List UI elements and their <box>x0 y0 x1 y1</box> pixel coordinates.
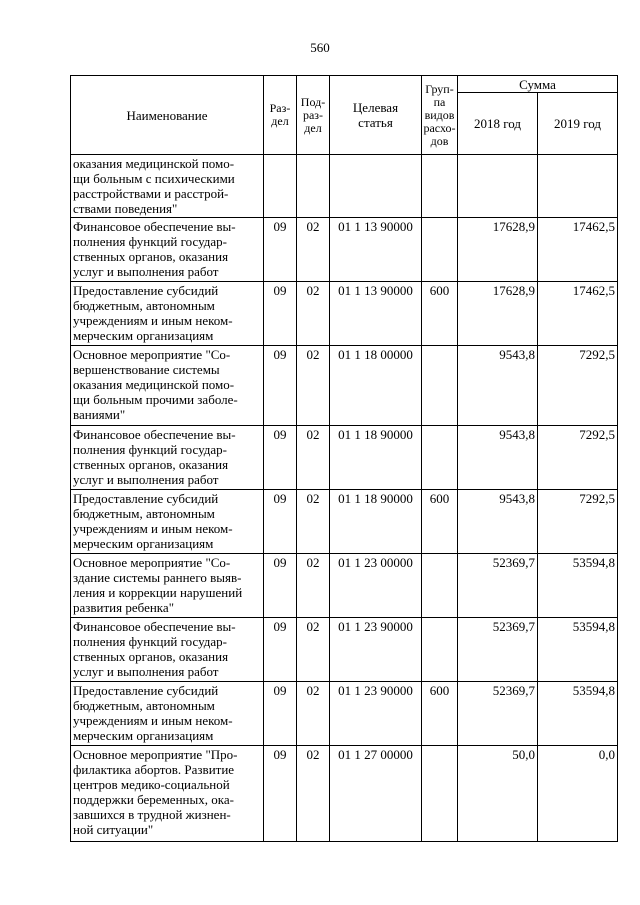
cell-name: Основное мероприятие "Со- вершенствование системы оказания медицинской помо- щи больным прочими заболе- ваниями" <box>71 346 264 426</box>
table-row <box>71 618 618 682</box>
cell-expense-group: 600 <box>422 490 458 554</box>
cell-subsection: 02 <box>297 490 330 554</box>
cell-expense-group: 600 <box>422 682 458 746</box>
cell-sum-2019: 7292,5 <box>538 490 618 554</box>
cell-target-article: 01 1 27 00000 <box>330 746 422 842</box>
table-row <box>71 218 618 282</box>
table-row <box>71 426 618 490</box>
cell-sum-2019: 53594,8 <box>538 554 618 618</box>
cell-target-article: 01 1 13 90000 <box>330 218 422 282</box>
col-header-name: Наименование <box>71 76 264 155</box>
table-row <box>71 282 618 346</box>
cell-expense-group <box>422 746 458 842</box>
cell-sum-2019: 53594,8 <box>538 618 618 682</box>
table-row <box>71 746 618 842</box>
cell-expense-group <box>422 155 458 218</box>
cell-target-article: 01 1 13 90000 <box>330 282 422 346</box>
cell-section: 09 <box>264 490 297 554</box>
cell-section: 09 <box>264 282 297 346</box>
cell-sum-2019: 53594,8 <box>538 682 618 746</box>
cell-target-article: 01 1 23 90000 <box>330 682 422 746</box>
cell-sum-2019 <box>538 155 618 218</box>
cell-subsection: 02 <box>297 746 330 842</box>
cell-section: 09 <box>264 426 297 490</box>
cell-sum-2018: 52369,7 <box>458 554 538 618</box>
table-row <box>71 682 618 746</box>
table-row <box>71 346 618 426</box>
cell-sum-2019: 17462,5 <box>538 218 618 282</box>
col-header-sum: Сумма <box>458 76 618 93</box>
cell-sum-2018: 50,0 <box>458 746 538 842</box>
cell-subsection <box>297 155 330 218</box>
cell-subsection: 02 <box>297 554 330 618</box>
cell-name: Предоставление субсидий бюджетным, автономным учреждениям и иным неком- мерческим организациям <box>71 682 264 746</box>
cell-section: 09 <box>264 218 297 282</box>
cell-subsection: 02 <box>297 346 330 426</box>
cell-expense-group <box>422 346 458 426</box>
cell-sum-2018 <box>458 155 538 218</box>
cell-section: 09 <box>264 682 297 746</box>
cell-target-article: 01 1 23 00000 <box>330 554 422 618</box>
cell-sum-2018: 9543,8 <box>458 490 538 554</box>
cell-sum-2019: 0,0 <box>538 746 618 842</box>
cell-target-article: 01 1 18 90000 <box>330 490 422 554</box>
cell-name: Финансовое обеспечение вы- полнения функций государ- ственных органов, оказания услуг и выполнения работ <box>71 426 264 490</box>
cell-target-article: 01 1 18 90000 <box>330 426 422 490</box>
col-header-subsection: Под- раз- дел <box>297 76 330 155</box>
cell-section <box>264 155 297 218</box>
col-header-target-article: Целевая статья <box>330 76 422 155</box>
cell-section: 09 <box>264 346 297 426</box>
col-header-section: Раз- дел <box>264 76 297 155</box>
cell-subsection: 02 <box>297 426 330 490</box>
cell-name: Предоставление субсидий бюджетным, автономным учреждениям и иным неком- мерческим организациям <box>71 282 264 346</box>
cell-subsection: 02 <box>297 682 330 746</box>
cell-name: Основное мероприятие "Про- филактика абортов. Развитие центров медико-социальной поддержки беременных, ока- завшихся в трудной жизнен- ной ситуации" <box>71 746 264 842</box>
cell-target-article <box>330 155 422 218</box>
cell-subsection: 02 <box>297 618 330 682</box>
page-number: 560 <box>310 40 330 55</box>
budget-table <box>70 75 618 842</box>
cell-sum-2018: 52369,7 <box>458 618 538 682</box>
table-row <box>71 554 618 618</box>
cell-expense-group <box>422 618 458 682</box>
col-header-year-2019: 2019 год <box>538 93 618 155</box>
cell-sum-2019: 7292,5 <box>538 426 618 490</box>
cell-name: Финансовое обеспечение вы- полнения функций государ- ственных органов, оказания услуг и выполнения работ <box>71 218 264 282</box>
cell-sum-2018: 52369,7 <box>458 682 538 746</box>
cell-sum-2018: 17628,9 <box>458 218 538 282</box>
cell-expense-group <box>422 426 458 490</box>
col-header-year-2018: 2018 год <box>458 93 538 155</box>
cell-expense-group <box>422 218 458 282</box>
col-header-expense-group: Груп- па видов расхо- дов <box>422 76 458 155</box>
cell-name: Предоставление субсидий бюджетным, автономным учреждениям и иным неком- мерческим организациям <box>71 490 264 554</box>
cell-name: Основное мероприятие "Со- здание системы раннего выяв- ления и коррекции нарушений развития ребенка" <box>71 554 264 618</box>
table-row <box>71 155 618 218</box>
cell-name: оказания медицинской помо- щи больным с психическими расстройствами и расстрой- ствами поведения" <box>71 155 264 218</box>
cell-target-article: 01 1 18 00000 <box>330 346 422 426</box>
table-body <box>71 155 618 842</box>
cell-subsection: 02 <box>297 218 330 282</box>
cell-section: 09 <box>264 746 297 842</box>
cell-section: 09 <box>264 618 297 682</box>
cell-sum-2018: 9543,8 <box>458 346 538 426</box>
table-header <box>71 76 618 155</box>
cell-subsection: 02 <box>297 282 330 346</box>
cell-name: Финансовое обеспечение вы- полнения функций государ- ственных органов, оказания услуг и выполнения работ <box>71 618 264 682</box>
cell-expense-group <box>422 554 458 618</box>
cell-sum-2018: 17628,9 <box>458 282 538 346</box>
cell-sum-2018: 9543,8 <box>458 426 538 490</box>
table-row <box>71 490 618 554</box>
cell-target-article: 01 1 23 90000 <box>330 618 422 682</box>
cell-sum-2019: 17462,5 <box>538 282 618 346</box>
cell-section: 09 <box>264 554 297 618</box>
cell-expense-group: 600 <box>422 282 458 346</box>
cell-sum-2019: 7292,5 <box>538 346 618 426</box>
